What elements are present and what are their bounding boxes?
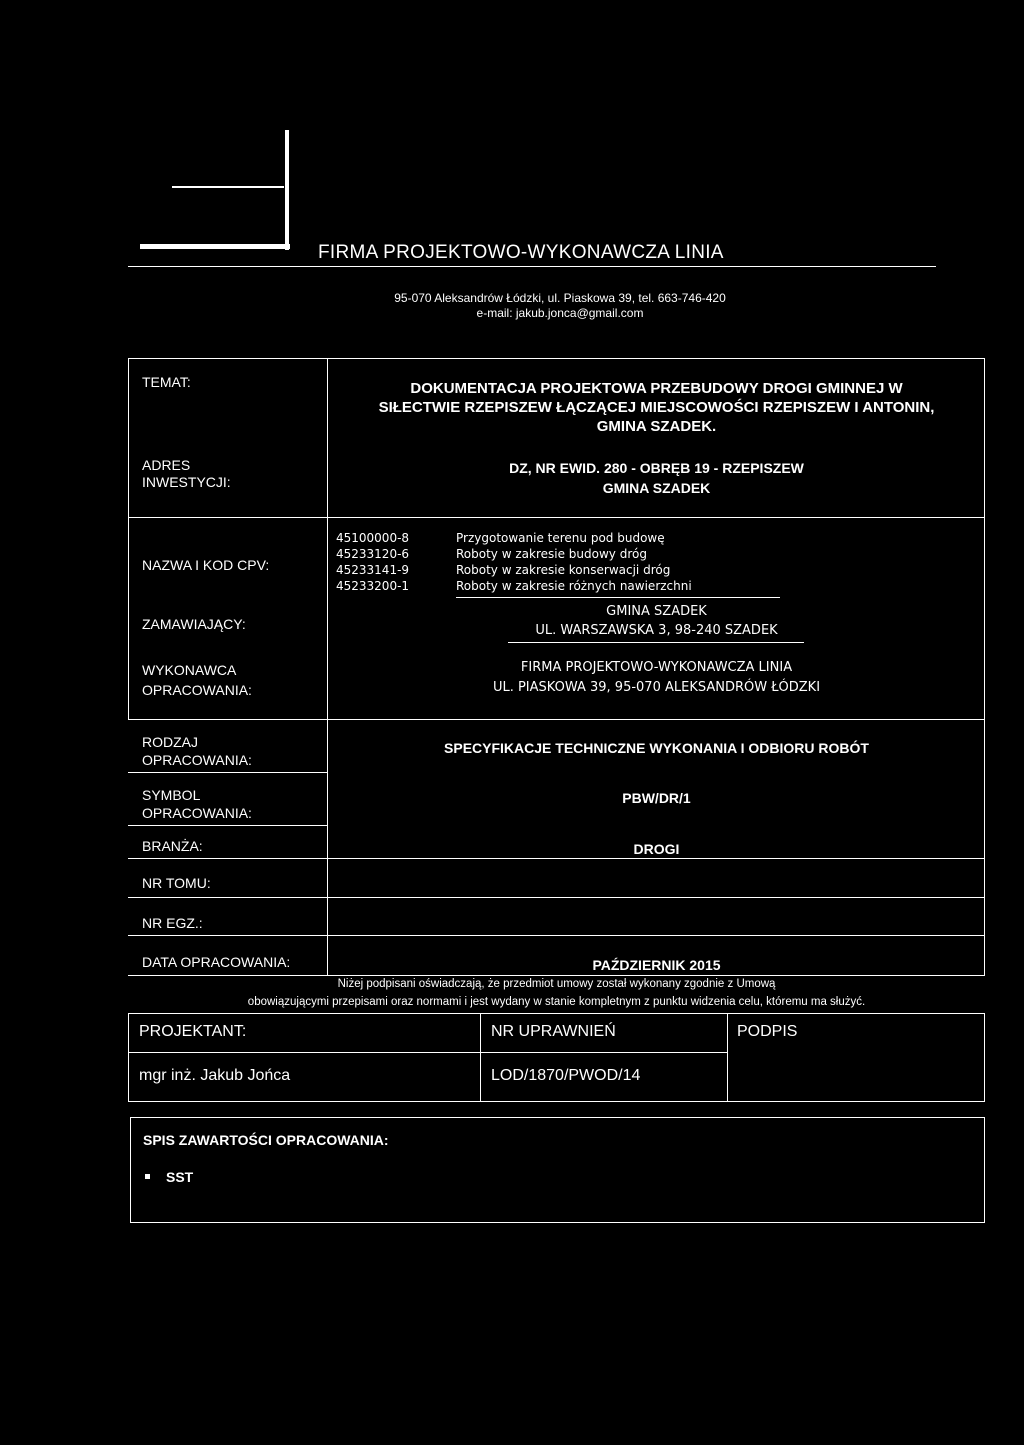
company-name: FIRMA PROJEKTOWO-WYKONAWCZA LINIA xyxy=(318,242,724,263)
uprawnienia-header: NR UPRAWNIEŃ xyxy=(491,1023,616,1040)
projektant-header: PROJEKTANT: xyxy=(139,1023,247,1040)
contents-item: SST xyxy=(166,1169,194,1185)
rodzaj-value: SPECYFIKACJE TECHNICZNE WYKONANIA I ODBIORU ROBÓT xyxy=(444,740,869,756)
branza-rule xyxy=(128,858,985,859)
rodzaj-rule xyxy=(128,772,327,773)
adres-label-1: ADRES xyxy=(142,457,191,473)
podpis-header: PODPIS xyxy=(737,1023,798,1040)
zamawiajacy-label: ZAMAWIAJĄCY: xyxy=(142,616,246,632)
data-value: PAŹDZIERNIK 2015 xyxy=(592,957,721,973)
company-logo xyxy=(128,130,298,255)
adres-label-2: INWESTYCJI: xyxy=(142,474,231,490)
cpv-desc: Roboty w zakresie różnych nawierzchni xyxy=(456,579,692,593)
cpv-code: 45233141-9 xyxy=(336,563,410,577)
declaration-line-1: Niżej podpisani oświadczają, że przedmiot umowy został wykonany zgodnie z Umową xyxy=(337,978,776,990)
cpv-code: 45100000-8 xyxy=(336,531,410,545)
nr-egz-label: NR EGZ.: xyxy=(142,915,203,931)
zamawiajacy-underline xyxy=(508,642,804,643)
signature-row xyxy=(128,1052,728,1053)
data-rule xyxy=(128,975,985,976)
rodzaj-label-2: OPRACOWANIA: xyxy=(142,752,252,768)
row-divider xyxy=(128,517,985,518)
symbol-rule xyxy=(128,825,327,826)
license-number: LOD/1870/PWOD/14 xyxy=(491,1067,641,1084)
data-label: DATA OPRACOWANIA: xyxy=(142,954,291,970)
wykonawca-line-1: FIRMA PROJEKTOWO-WYKONAWCZA LINIA xyxy=(520,660,793,675)
signature-col-2 xyxy=(727,1013,728,1102)
adres-line-1: DZ, NR EWID. 280 - OBRĘB 19 - RZEPISZEW xyxy=(509,460,804,476)
symbol-label-2: OPRACOWANIA: xyxy=(142,805,252,821)
temat-line-2: SIŁECTWIE RZEPISZEW ŁĄCZĄCEJ MIEJSCOWOŚCI RZEPISZEW I ANTONIN, xyxy=(378,399,935,416)
cpv-desc: Roboty w zakresie konserwacji dróg xyxy=(456,563,671,577)
symbol-value: PBW/DR/1 xyxy=(622,790,691,806)
zamawiajacy-line-1: GMINA SZADEK xyxy=(606,604,707,619)
cpv-desc: Roboty w zakresie budowy dróg xyxy=(456,547,647,561)
cpv-code: 45233120-6 xyxy=(336,547,410,561)
wykonawca-label-2: OPRACOWANIA: xyxy=(142,682,252,698)
wykonawca-label-1: WYKONAWCA xyxy=(142,662,237,678)
temat-label: TEMAT: xyxy=(142,374,191,390)
cpv-code: 45233200-1 xyxy=(336,579,410,593)
temat-line-1: DOKUMENTACJA PROJEKTOWA PRZEBUDOWY DROGI GMINNEJ W xyxy=(410,380,903,397)
designer-name: mgr inż. Jakub Jońca xyxy=(139,1067,291,1084)
adres-line-2: GMINA SZADEK xyxy=(602,480,711,496)
zamawiajacy-line-2: UL. WARSZAWSKA 3, 98-240 SZADEK xyxy=(535,623,778,638)
wykonawca-line-2: UL. PIASKOWA 39, 95-070 ALEKSANDRÓW ŁÓDZKI xyxy=(492,680,821,695)
declaration-line-2: obowiązującymi przepisami oraz normami i jest wydany w stanie kompletnym z punktu widzenia celu, któremu ma służyć. xyxy=(247,996,866,1008)
cpv-desc: Przygotowanie terenu pod budowę xyxy=(456,531,665,545)
rodzaj-label-1: RODZAJ xyxy=(142,734,198,750)
cpv-underline xyxy=(456,597,780,598)
branza-label: BRANŻA: xyxy=(142,838,203,854)
nr-tomu-rule xyxy=(128,897,985,898)
cpv-label: NAZWA I KOD CPV: xyxy=(142,557,270,573)
signature-col-1 xyxy=(480,1013,481,1102)
temat-line-3: GMINA SZADEK. xyxy=(596,418,717,435)
nr-egz-rule xyxy=(128,935,985,936)
bullet-icon xyxy=(145,1174,150,1179)
branza-value: DROGI xyxy=(633,841,680,857)
nr-tomu-label: NR TOMU: xyxy=(142,875,211,891)
contents-title: SPIS ZAWARTOŚCI OPRACOWANIA: xyxy=(143,1132,389,1148)
company-address: 95-070 Aleksandrów Łódzki, ul. Piaskowa 39, tel. 663-746-420 xyxy=(394,291,726,305)
symbol-label-1: SYMBOL xyxy=(142,787,201,803)
company-email: e-mail: jakub.jonca@gmail.com xyxy=(476,306,644,320)
header-rule xyxy=(128,266,936,267)
